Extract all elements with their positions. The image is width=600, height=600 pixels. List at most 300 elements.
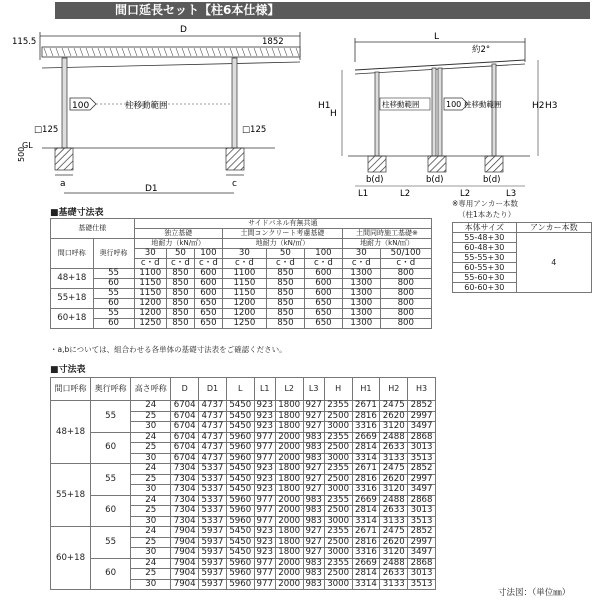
value-cell: 2488: [380, 495, 408, 506]
value-cell: 3316: [352, 548, 380, 559]
value-cell: 977: [254, 579, 275, 590]
value-cell: 5960: [226, 558, 254, 569]
value-cell: 7904: [171, 537, 199, 548]
value-cell: 3133: [380, 579, 408, 590]
value-cell: 5450: [226, 527, 254, 538]
value-cell: 7904: [171, 548, 199, 559]
value-cell: 24: [131, 495, 171, 506]
dim-1155-label: 115.5: [12, 37, 37, 47]
dimension-section-title: ■寸法表: [50, 365, 86, 375]
value-cell: 2000: [275, 432, 303, 443]
value-cell: 983: [303, 558, 324, 569]
frontage-cell: 55+18: [51, 464, 91, 527]
value-cell: 2000: [275, 495, 303, 506]
value-cell: 3513: [408, 453, 436, 464]
value-cell: 2500: [324, 443, 352, 454]
value-cell: 2997: [408, 474, 436, 485]
value-cell: 977: [254, 453, 275, 464]
value-cell: 5450: [226, 548, 254, 559]
value-cell: 650: [194, 319, 222, 329]
value-cell: 7304: [171, 495, 199, 506]
value-cell: 1300: [342, 289, 380, 299]
move-range-a-label: 柱移動範囲: [382, 100, 420, 109]
dim-d1-label: D1: [145, 184, 158, 194]
value-cell: 2000: [275, 579, 303, 590]
value-cell: 2620: [380, 411, 408, 422]
value-cell: 2669: [352, 432, 380, 443]
value-cell: 850: [166, 289, 194, 299]
value-cell: 1800: [275, 548, 303, 559]
value-cell: 7904: [171, 579, 199, 590]
dim-header: H3: [408, 378, 436, 401]
bd2-label: b(d): [426, 175, 444, 185]
frontage-cell: 48+18: [51, 401, 91, 464]
value-cell: 923: [254, 527, 275, 538]
value-cell: 1250: [222, 319, 266, 329]
value-cell: 1150: [222, 289, 266, 299]
table-row: [51, 319, 432, 329]
value-cell: 927: [303, 422, 324, 433]
value-cell: 2500: [324, 506, 352, 517]
value-cell: 2633: [380, 443, 408, 454]
value-cell: 977: [254, 516, 275, 527]
depth-cell: 60: [91, 495, 131, 527]
value-cell: 7904: [171, 569, 199, 580]
value-cell: 3133: [380, 516, 408, 527]
value-cell: 3316: [352, 485, 380, 496]
count-cell: 4: [516, 233, 591, 293]
value-cell: 1200: [222, 309, 266, 319]
value-cell: 2488: [380, 432, 408, 443]
value-cell: 2669: [352, 495, 380, 506]
value-cell: 2671: [352, 401, 380, 412]
value-cell: 5450: [226, 411, 254, 422]
value-cell: 1800: [275, 485, 303, 496]
dim-header: L1: [254, 378, 275, 401]
move-range-b-label: 柱移動範囲: [464, 100, 502, 109]
value-cell: 5960: [226, 569, 254, 580]
value-cell: 923: [254, 411, 275, 422]
dim-l-label: L: [434, 32, 440, 42]
value-cell: 1200: [134, 309, 166, 319]
frontage-cell: 55+18: [51, 289, 94, 309]
value-cell: 3120: [380, 485, 408, 496]
dim-header: L2: [275, 378, 303, 401]
value-cell: 2868: [408, 495, 436, 506]
value-cell: 2355: [324, 432, 352, 443]
table-row: [51, 269, 432, 279]
value-cell: 30: [131, 548, 171, 559]
value-cell: 3000: [324, 453, 352, 464]
value-cell: 5450: [226, 422, 254, 433]
value-cell: 2355: [324, 464, 352, 475]
value-cell: 3013: [408, 506, 436, 517]
table-row: [51, 527, 436, 538]
value-cell: 2814: [352, 569, 380, 580]
value-cell: 2355: [324, 495, 352, 506]
value-cell: 25: [131, 506, 171, 517]
value-cell: 24: [131, 432, 171, 443]
dim-header: D: [171, 378, 199, 401]
value-cell: 3000: [324, 485, 352, 496]
dim-d-label: D: [180, 25, 187, 35]
size-cell: 55-48+30: [453, 233, 517, 243]
col-depth: 奥行呼称: [93, 239, 134, 269]
value-cell: 5450: [226, 474, 254, 485]
value-cell: 5960: [226, 432, 254, 443]
gl-label: GL: [22, 141, 33, 150]
col-standalone: 独立基礎: [134, 229, 222, 239]
depth-cell: 55: [91, 527, 131, 559]
col-body-size: 本体サイズ: [453, 223, 517, 233]
col-anchor-count: アンカー本数: [516, 223, 591, 233]
value-cell: 6704: [171, 411, 199, 422]
depth-cell: 60: [93, 279, 134, 289]
value-cell: 4737: [199, 432, 227, 443]
depth-cell: 60: [91, 432, 131, 464]
value-cell: 3314: [352, 516, 380, 527]
value-cell: 30: [131, 485, 171, 496]
value-cell: 927: [303, 548, 324, 559]
value-cell: 850: [266, 319, 304, 329]
value-cell: 927: [303, 401, 324, 412]
value-cell: 650: [304, 299, 342, 309]
value-cell: 3497: [408, 422, 436, 433]
value-cell: 1150: [222, 279, 266, 289]
value-cell: 800: [380, 319, 431, 329]
value-cell: 2814: [352, 443, 380, 454]
cd-label: c・d: [380, 259, 431, 269]
dim-header: L3: [303, 378, 324, 401]
value-cell: 3013: [408, 443, 436, 454]
value-cell: 4737: [199, 411, 227, 422]
value-cell: 927: [303, 485, 324, 496]
move-range-label: 柱移動範囲: [125, 101, 168, 111]
value-cell: 3513: [408, 579, 436, 590]
value-cell: 3000: [324, 516, 352, 527]
value-cell: 800: [380, 279, 431, 289]
value-cell: 1800: [275, 527, 303, 538]
value-cell: 983: [303, 579, 324, 590]
value-cell: 24: [131, 401, 171, 412]
value-cell: 3314: [352, 579, 380, 590]
size-cell: 55-55+30: [453, 253, 517, 263]
value-cell: 650: [304, 309, 342, 319]
value-cell: 3314: [352, 453, 380, 464]
value-cell: 3497: [408, 548, 436, 559]
value-cell: 983: [303, 432, 324, 443]
unit-note: 寸法図：（単位㎜）: [498, 588, 571, 598]
value-cell: 5937: [199, 579, 227, 590]
value-cell: 2000: [275, 569, 303, 580]
value-cell: 5960: [226, 579, 254, 590]
value-cell: 2475: [380, 527, 408, 538]
value-cell: 983: [303, 569, 324, 580]
value-cell: 923: [254, 401, 275, 412]
value-cell: 2671: [352, 527, 380, 538]
value-cell: 850: [166, 269, 194, 279]
value-cell: 2488: [380, 558, 408, 569]
cd-label: c・d: [266, 259, 304, 269]
value-cell: 800: [380, 309, 431, 319]
value-cell: 600: [194, 289, 222, 299]
value-cell: 927: [303, 474, 324, 485]
dimension-table: [50, 377, 436, 590]
value-cell: 3120: [380, 548, 408, 559]
page-title: 間口延長セット【柱6本仕様】: [55, 2, 590, 19]
value-cell: 5960: [226, 443, 254, 454]
value-cell: 850: [166, 299, 194, 309]
bearing-value: 30: [134, 249, 166, 259]
value-cell: 850: [266, 289, 304, 299]
value-cell: 7304: [171, 485, 199, 496]
value-cell: 7904: [171, 527, 199, 538]
h2-label: H2: [532, 101, 545, 111]
structure-diagrams: [0, 0, 600, 210]
anchor-note-2: （柱1本あたり）: [458, 210, 516, 219]
value-cell: 1300: [342, 279, 380, 289]
value-cell: 977: [254, 558, 275, 569]
depth-cell: 55: [93, 289, 134, 299]
value-cell: 2997: [408, 537, 436, 548]
depth-cell: 55: [93, 309, 134, 319]
col-spec: 基礎仕様: [51, 219, 135, 239]
dim-1852-label: 1852: [262, 37, 284, 47]
value-cell: 927: [303, 527, 324, 538]
dim-header: 間口呼称: [51, 378, 91, 401]
value-cell: 2814: [352, 506, 380, 517]
dim-a-label: a: [60, 179, 66, 189]
bd3-label: b(d): [483, 175, 501, 185]
value-cell: 1300: [342, 269, 380, 279]
value-cell: 2000: [275, 443, 303, 454]
value-cell: 1200: [222, 299, 266, 309]
value-cell: 2500: [324, 474, 352, 485]
dim-header: H: [324, 378, 352, 401]
value-cell: 5450: [226, 537, 254, 548]
col-simultaneous: 土間同時施工基礎※: [342, 229, 431, 239]
table-row: [51, 495, 436, 506]
value-cell: 30: [131, 422, 171, 433]
value-cell: 850: [266, 299, 304, 309]
value-cell: 5937: [199, 569, 227, 580]
value-cell: 983: [303, 443, 324, 454]
value-cell: 1800: [275, 401, 303, 412]
bearing-value: 30: [222, 249, 266, 259]
value-cell: 5937: [199, 537, 227, 548]
value-cell: 977: [254, 506, 275, 517]
angle-label: 約2°: [472, 45, 491, 55]
value-cell: 5960: [226, 506, 254, 517]
l2a-label: L2: [400, 189, 411, 199]
value-cell: 7904: [171, 558, 199, 569]
col-concrete: 土間コンクリート考慮基礎: [222, 229, 342, 239]
value-cell: 923: [254, 464, 275, 475]
value-cell: 2852: [408, 464, 436, 475]
value-cell: 5337: [199, 506, 227, 517]
bearing-value: 100: [194, 249, 222, 259]
bearing-value: 30: [342, 249, 380, 259]
value-cell: 650: [194, 299, 222, 309]
foundation-table: [50, 218, 432, 329]
value-cell: 600: [194, 279, 222, 289]
table-row: [51, 289, 432, 299]
depth-cell: 55: [93, 269, 134, 279]
value-cell: 2000: [275, 558, 303, 569]
value-cell: 5450: [226, 401, 254, 412]
value-cell: 2620: [380, 537, 408, 548]
value-cell: 5937: [199, 558, 227, 569]
l2b-label: L2: [460, 189, 471, 199]
value-cell: 2633: [380, 569, 408, 580]
value-cell: 1300: [342, 299, 380, 309]
value-cell: 3000: [324, 579, 352, 590]
value-cell: 1100: [222, 269, 266, 279]
side-arrow-100-label: 100: [446, 100, 462, 109]
value-cell: 800: [380, 289, 431, 299]
value-cell: 2000: [275, 516, 303, 527]
anchor-note-1: ※専用アンカー本数: [452, 199, 518, 208]
value-cell: 25: [131, 411, 171, 422]
value-cell: 6704: [171, 443, 199, 454]
table-row: [453, 233, 592, 243]
col-frontage: 間口呼称: [51, 239, 94, 269]
value-cell: 927: [303, 464, 324, 475]
value-cell: 4737: [199, 443, 227, 454]
value-cell: 923: [254, 474, 275, 485]
value-cell: 850: [166, 279, 194, 289]
value-cell: 4737: [199, 422, 227, 433]
value-cell: 3000: [324, 548, 352, 559]
value-cell: 4737: [199, 401, 227, 412]
arrow-100-label: 100: [72, 101, 90, 111]
value-cell: 650: [194, 309, 222, 319]
value-cell: 600: [304, 289, 342, 299]
value-cell: 800: [380, 269, 431, 279]
value-cell: 5337: [199, 495, 227, 506]
value-cell: 600: [304, 279, 342, 289]
table-row: [51, 464, 436, 475]
cd-label: c・d: [342, 259, 380, 269]
value-cell: 2852: [408, 401, 436, 412]
value-cell: 977: [254, 443, 275, 454]
value-cell: 1300: [342, 319, 380, 329]
value-cell: 2500: [324, 569, 352, 580]
value-cell: 927: [303, 411, 324, 422]
table-row: [51, 279, 432, 289]
value-cell: 1200: [134, 299, 166, 309]
table-row: [51, 299, 432, 309]
value-cell: 3513: [408, 516, 436, 527]
value-cell: 30: [131, 516, 171, 527]
value-cell: 2500: [324, 537, 352, 548]
value-cell: 1800: [275, 464, 303, 475]
value-cell: 2816: [352, 411, 380, 422]
table-row: [51, 401, 436, 412]
value-cell: 923: [254, 548, 275, 559]
bd1-label: b(d): [366, 175, 384, 185]
value-cell: 25: [131, 569, 171, 580]
dim-header: D1: [199, 378, 227, 401]
value-cell: 2669: [352, 558, 380, 569]
value-cell: 2620: [380, 474, 408, 485]
value-cell: 2000: [275, 506, 303, 517]
frontage-cell: 60+18: [51, 527, 91, 590]
value-cell: 600: [194, 269, 222, 279]
anchor-table: [452, 222, 592, 293]
value-cell: 5937: [199, 548, 227, 559]
value-cell: 800: [380, 299, 431, 309]
bearing-value: 50/100: [380, 249, 431, 259]
size-cell: 60-48+30: [453, 243, 517, 253]
cd-label: c・d: [194, 259, 222, 269]
frontage-cell: 60+18: [51, 309, 94, 329]
value-cell: 850: [166, 309, 194, 319]
dim-500-label: 500: [17, 146, 26, 162]
value-cell: 1250: [134, 319, 166, 329]
cd-label: c・d: [134, 259, 166, 269]
sq125-right-label: □125: [242, 125, 267, 135]
value-cell: 2475: [380, 401, 408, 412]
value-cell: 3316: [352, 422, 380, 433]
value-cell: 3013: [408, 569, 436, 580]
foundation-note: ・a,bについては、組合わせる各単体の基礎寸法表をご確認ください。: [50, 345, 287, 354]
dim-header: H1: [352, 378, 380, 401]
value-cell: 1800: [275, 537, 303, 548]
value-cell: 5960: [226, 516, 254, 527]
value-cell: 2355: [324, 558, 352, 569]
cd-label: c・d: [222, 259, 266, 269]
bearing-value: 100: [304, 249, 342, 259]
dim-header: L: [226, 378, 254, 401]
value-cell: 1150: [134, 289, 166, 299]
value-cell: 650: [304, 319, 342, 329]
value-cell: 5337: [199, 464, 227, 475]
size-cell: 60-60+30: [453, 283, 517, 293]
depth-cell: 60: [93, 299, 134, 309]
col-bearing-1: 地耐力（kN/㎡）: [134, 239, 222, 249]
depth-cell: 60: [93, 319, 134, 329]
cd-label: c・d: [166, 259, 194, 269]
value-cell: 2868: [408, 432, 436, 443]
side-panel-header: サイドパネル有無共通: [134, 219, 431, 229]
value-cell: 977: [254, 432, 275, 443]
side-view-diagram: [318, 32, 558, 199]
value-cell: 983: [303, 495, 324, 506]
value-cell: 6704: [171, 453, 199, 464]
depth-cell: 55: [91, 401, 131, 433]
value-cell: 24: [131, 558, 171, 569]
value-cell: 5337: [199, 516, 227, 527]
dim-header: 奥行呼称: [91, 378, 131, 401]
value-cell: 3000: [324, 422, 352, 433]
h1-label: H1: [318, 101, 331, 111]
value-cell: 7304: [171, 464, 199, 475]
value-cell: 983: [303, 506, 324, 517]
col-bearing-3: 地耐力（kN/㎡）: [342, 239, 431, 249]
depth-cell: 60: [91, 558, 131, 590]
value-cell: 1150: [134, 279, 166, 289]
value-cell: 4737: [199, 453, 227, 464]
value-cell: 2816: [352, 474, 380, 485]
value-cell: 5937: [199, 527, 227, 538]
value-cell: 5337: [199, 485, 227, 496]
value-cell: 3120: [380, 422, 408, 433]
value-cell: 25: [131, 474, 171, 485]
value-cell: 2671: [352, 464, 380, 475]
value-cell: 2997: [408, 411, 436, 422]
dim-c-label: c: [232, 179, 237, 189]
